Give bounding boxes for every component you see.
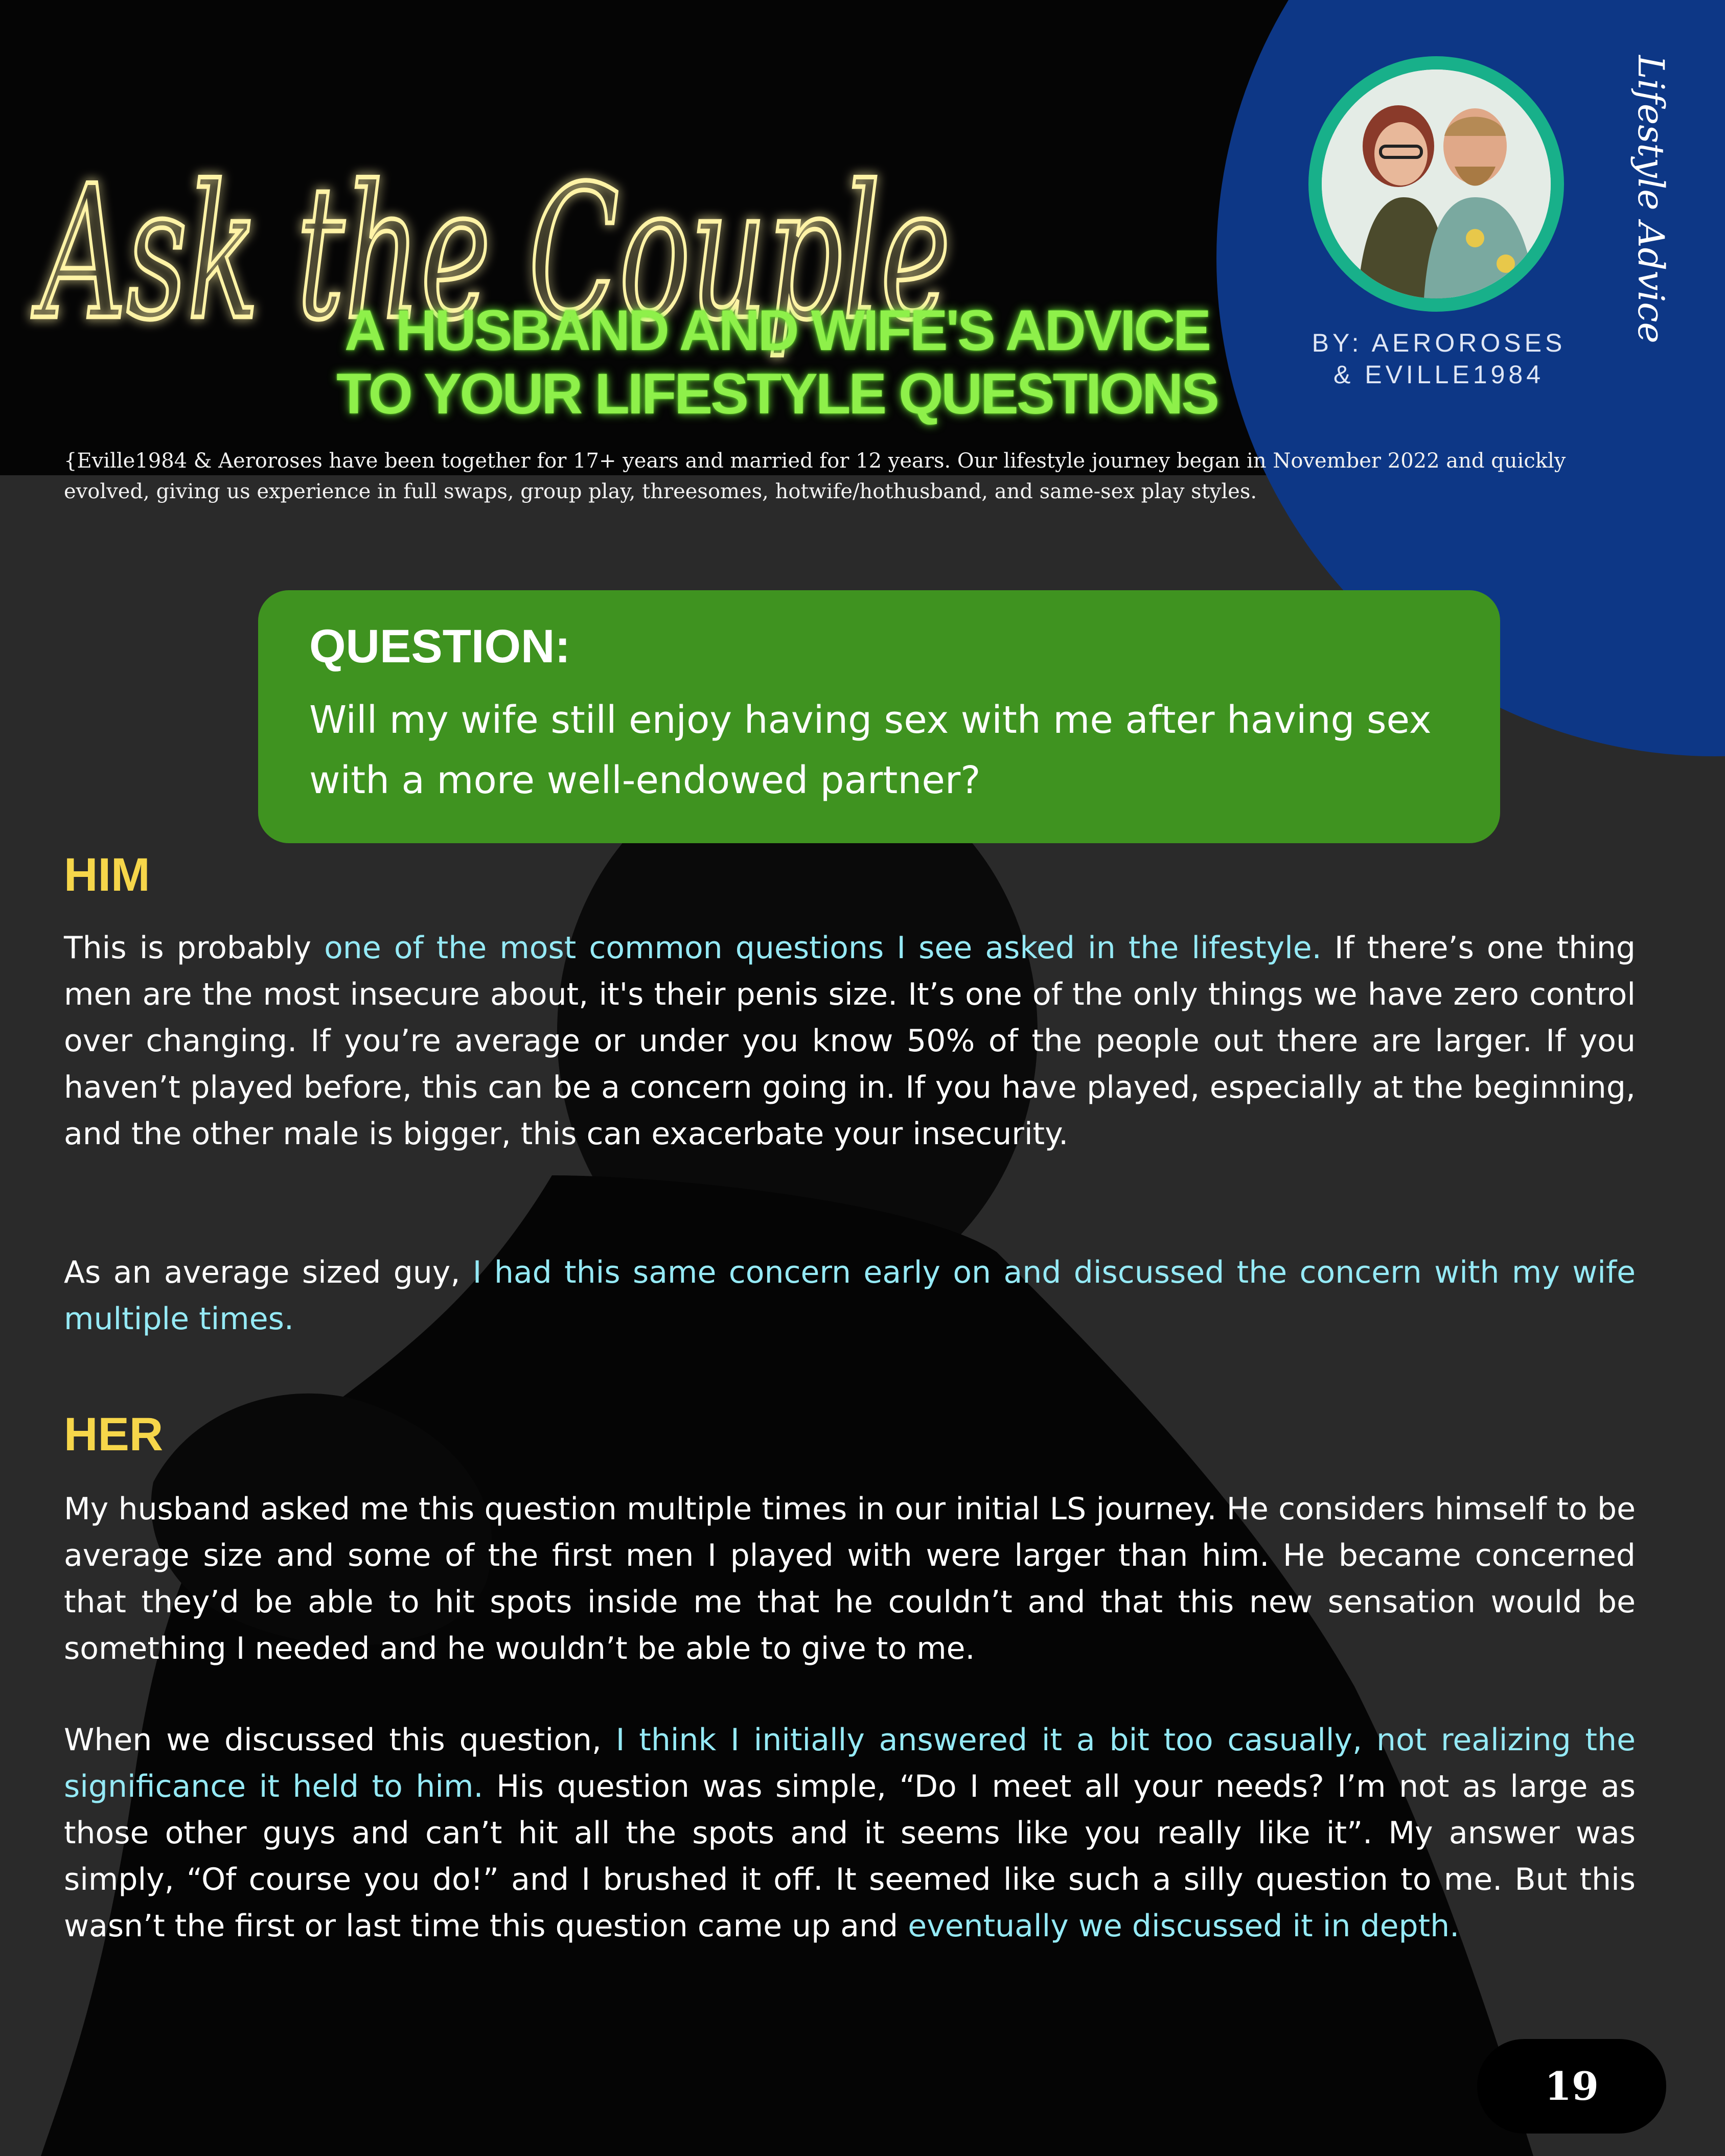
her-p2-text-b: His question was simple, “Do I meet all your needs? I’m not as large as those other guys and can’t hit all the spots and it seems like you really like it”. My answer was simply, “Of course you do!” and I brushed it off. It seemed like such a silly question to me. But this wasn’t the first or last time this question came up and <box>64 1769 1636 1944</box>
couple-photo-icon <box>1322 69 1551 298</box>
her-paragraph-1: My husband asked me this question multiple times in our initial LS journey. He considers himself to be average size and some of the first men I played with were larger than him. He became concerned that they’d be able to hit spots inside me that he couldn’t and that this new sensation would be something I needed and he wouldn’t be able to give to me. <box>64 1491 1636 1666</box>
question-text: Will my wife still enjoy having sex with me after having sex with a more well-endowed partner? <box>309 698 1432 802</box>
her-p2-text-a: When we discussed this question, <box>64 1722 616 1758</box>
question-label: QUESTION: <box>309 620 571 673</box>
him-p1-highlight: one of the most common questions I see asked in the lifestyle. <box>324 930 1322 966</box>
subtitle-line-1: A HUSBAND AND WIFE'S ADVICE <box>344 298 1209 362</box>
subtitle-line-2: TO YOUR LIFESTYLE QUESTIONS <box>336 362 1217 426</box>
side-label-text: Lifestyle Advice <box>1630 55 1672 343</box>
question-box <box>258 590 1500 843</box>
author-photo-image <box>1322 69 1551 298</box>
her-p2-highlight-1: I think I initially answered it a bit too casually, not realizing the significance it held to him. <box>64 1722 1636 1804</box>
subtitle <box>266 299 1288 426</box>
byline-line-1: BY: AEROROSES <box>1312 329 1566 357</box>
him-p1-text-a: This is probably <box>64 930 325 966</box>
neon-title-text: Ask the Couple <box>31 146 951 360</box>
him-p2-highlight: I had this same concern early on and discussed the concern with my wife multiple times. <box>64 1255 1636 1337</box>
section-side-label <box>1625 36 1676 363</box>
intro-text: {Eville1984 & Aeroroses have been together for 17+ years and married for 12 years. Our lifestyle journey began in November 2022 and quickly evolved, giving us experience in full swaps, group play, threesomes, hotwife/hothusband, and same-sex play styles. <box>64 449 1566 503</box>
author-photo <box>1308 56 1564 312</box>
page-number: 19 <box>1477 2039 1666 2134</box>
her-paragraph-2 <box>64 1717 1636 1950</box>
him-p1-text-b: If there’s one thing men are the most insecure about, it's their penis size. It’s one of the only things we have zero control over changing. If you’re average or under you know 50% of the people out there are larger. If you haven’t played before, this can be a concern going in. If you have played, especially at the beginning, and the other male is bigger, this can exacerbate your insecurity. <box>64 930 1636 1152</box>
byline <box>1306 327 1572 390</box>
her-heading: HER <box>64 1408 164 1460</box>
her-p2-highlight-2: eventually we discussed it in depth. <box>908 1908 1460 1944</box>
him-heading: HIM <box>64 849 150 901</box>
byline-line-2: & EVILLE1984 <box>1333 360 1545 389</box>
him-paragraph-1 <box>64 925 1636 1157</box>
him-p2-text-a: As an average sized guy, <box>64 1255 473 1290</box>
him-paragraph-2 <box>64 1249 1636 1342</box>
